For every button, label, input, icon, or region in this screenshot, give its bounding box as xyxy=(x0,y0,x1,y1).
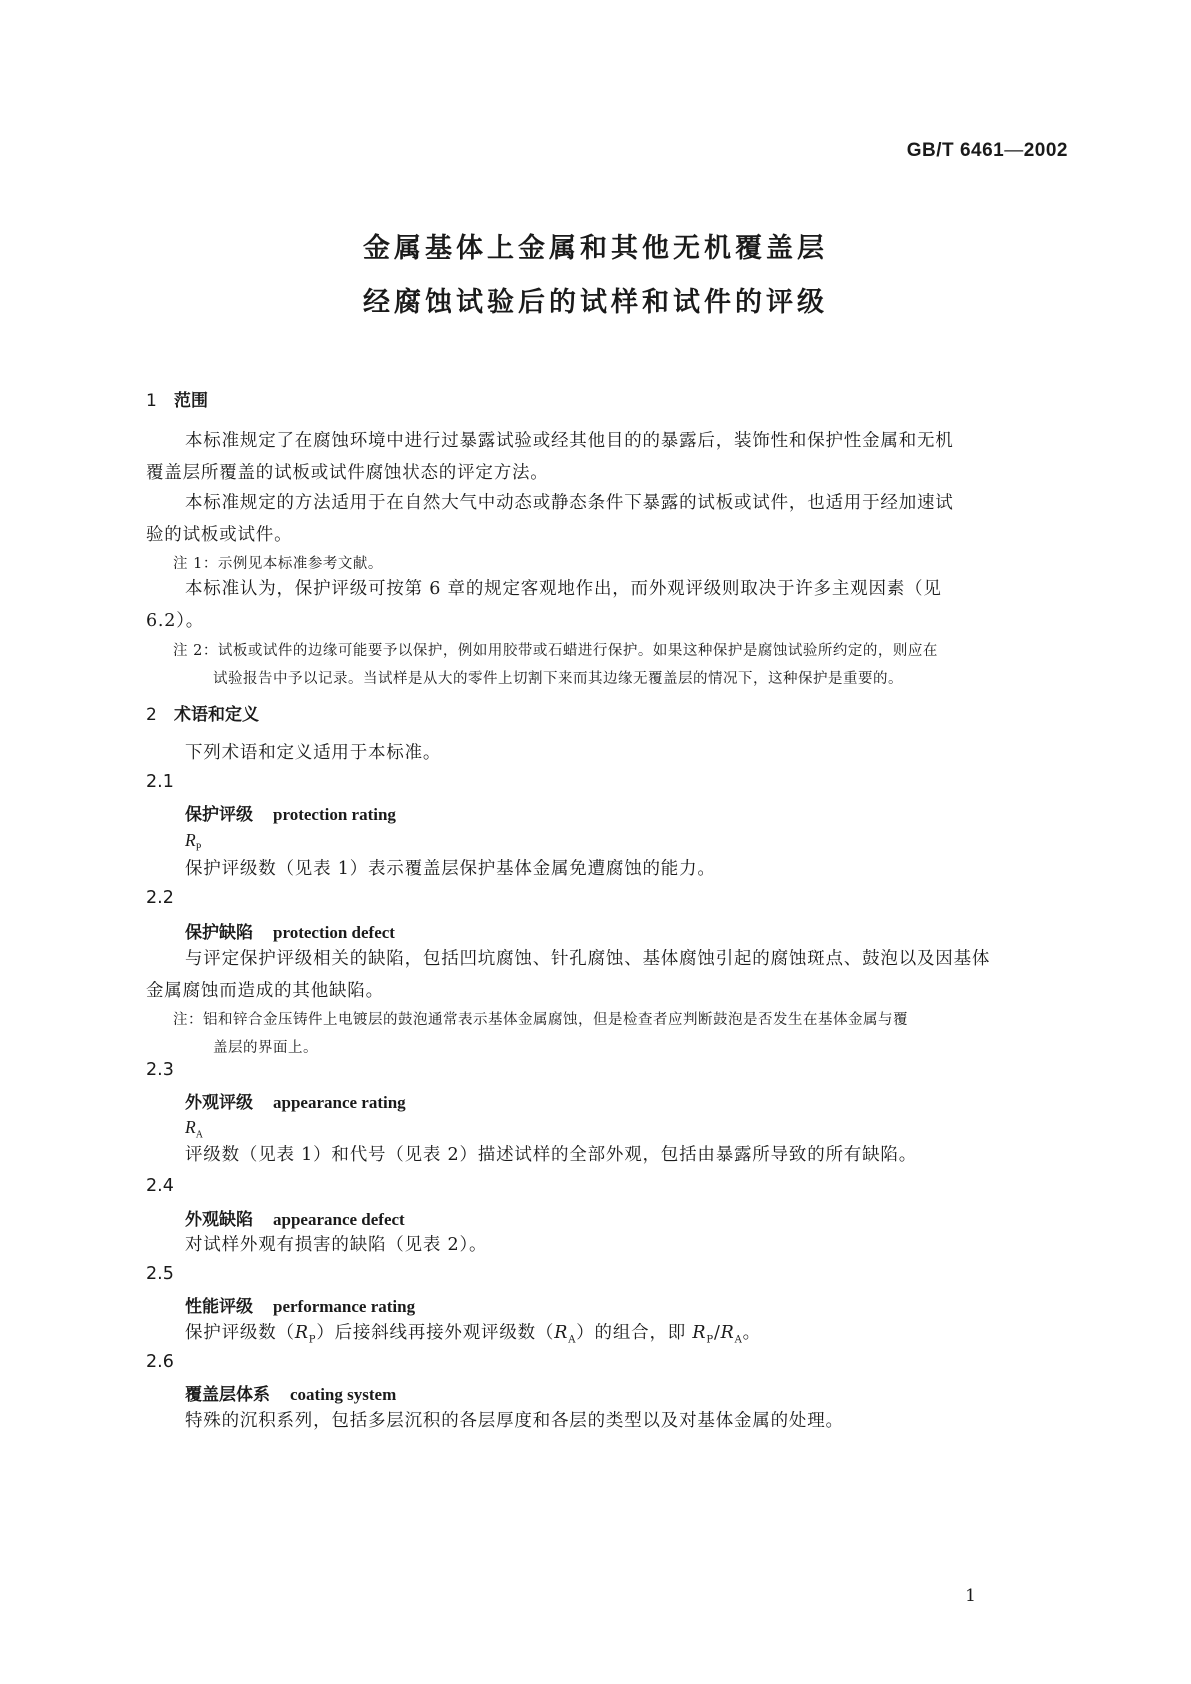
document-title-line-2: 经腐蚀试验后的试样和试件的评级 xyxy=(363,287,828,318)
term-heading xyxy=(185,1292,415,1317)
ra-symbol xyxy=(554,1323,577,1346)
scope-paragraph-1-line-1: 本标准规定了在腐蚀环境中进行过暴露试验或经其他目的的暴露后，装饰性和保护性金属和无机 xyxy=(185,431,954,451)
standard-code-separator: — xyxy=(1004,140,1024,161)
term-definition-line-1: 与评定保护评级相关的缺陷，包括凹坑腐蚀、针孔腐蚀、基体腐蚀引起的腐蚀斑点、鼓泡以及因基体 xyxy=(185,949,991,969)
term-symbol xyxy=(185,1117,203,1141)
section-1-title: 范围 xyxy=(174,391,208,411)
term-definition: 评级数（见表 1）和代号（见表 2）描述试样的全部外观，包括由暴露所导致的所有缺陷。 xyxy=(185,1145,917,1165)
document-title-line-1: 金属基体上金属和其他无机覆盖层 xyxy=(363,233,828,264)
symbol-letter: R xyxy=(692,1323,707,1343)
term-definition-line-2: 金属腐蚀而造成的其他缺陷。 xyxy=(146,981,384,1001)
symbol-subscript: P xyxy=(308,1334,317,1346)
symbol-letter: R xyxy=(294,1323,309,1343)
term-heading xyxy=(185,918,395,943)
term-chinese: 外观评级 xyxy=(185,1093,253,1113)
symbol-subscript: A xyxy=(568,1334,577,1346)
scope-paragraph-3-line-1: 本标准认为，保护评级可按第 6 章的规定客观地作出，而外观评级则取决于许多主观因素（见 xyxy=(185,579,942,599)
term-chinese: 性能评级 xyxy=(185,1297,253,1317)
term-english: protection rating xyxy=(273,805,396,824)
term-english: coating system xyxy=(290,1385,397,1404)
scope-paragraph-2-line-2: 验的试板或试件。 xyxy=(146,525,293,545)
term-symbol xyxy=(185,830,201,854)
term-english: performance rating xyxy=(273,1297,416,1316)
term-english: protection defect xyxy=(273,923,395,942)
term-chinese: 保护缺陷 xyxy=(185,923,253,943)
symbol-letter: R xyxy=(185,830,196,850)
symbol-letter: R xyxy=(185,1117,196,1137)
terms-intro: 下列术语和定义适用于本标准。 xyxy=(185,743,442,763)
term-heading xyxy=(185,800,396,825)
term-number: 2.5 xyxy=(146,1264,174,1284)
symbol-subscript: A xyxy=(734,1334,743,1346)
symbol-subscript: P xyxy=(706,1334,714,1346)
term-note-line-2: 盖层的界面上。 xyxy=(213,1040,318,1056)
term-definition: 对试样外观有损害的缺陷（见表 2）。 xyxy=(185,1235,488,1255)
symbol-subscript: P xyxy=(195,842,202,854)
section-1-heading xyxy=(146,386,208,411)
scope-paragraph-3-line-2: 6.2）。 xyxy=(146,611,205,631)
term-number: 2.1 xyxy=(146,772,174,792)
term-definition xyxy=(185,1316,761,1358)
symbol-subscript: A xyxy=(195,1129,203,1141)
ra-symbol xyxy=(720,1323,743,1346)
term-chinese: 外观缺陷 xyxy=(185,1210,253,1230)
symbol-letter: R xyxy=(720,1323,735,1343)
scope-paragraph-1-line-2: 覆盖层所覆盖的试板或试件腐蚀状态的评定方法。 xyxy=(146,463,549,483)
standard-code-number: 6461 xyxy=(959,140,1005,161)
term-chinese: 覆盖层体系 xyxy=(185,1385,270,1405)
term-chinese: 保护评级 xyxy=(185,805,253,825)
term-note-line-1: 注：铝和锌合金压铸件上电镀层的鼓泡通常表示基体金属腐蚀，但是检查者应判断鼓泡是否发生在基体金属与覆 xyxy=(173,1012,908,1028)
definition-text: 保护评级数（ xyxy=(185,1323,295,1343)
term-number: 2.2 xyxy=(146,888,174,908)
section-2-number: 2 xyxy=(146,705,157,725)
rp-symbol xyxy=(692,1323,714,1346)
scope-note-2-line-2: 试验报告中予以记录。当试样是从大的零件上切割下来而其边缘无覆盖层的情况下，这种保护是重要的。 xyxy=(213,671,903,687)
term-definition: 特殊的沉积系列，包括多层沉积的各层厚度和各层的类型以及对基体金属的处理。 xyxy=(185,1411,844,1431)
term-definition: 保护评级数（见表 1）表示覆盖层保护基体金属免遭腐蚀的能力。 xyxy=(185,859,716,879)
term-number: 2.6 xyxy=(146,1352,174,1372)
term-number: 2.3 xyxy=(146,1060,174,1080)
page-number: 1 xyxy=(965,1586,976,1606)
term-heading xyxy=(185,1380,396,1405)
rp-symbol xyxy=(294,1323,317,1346)
symbol-letter: R xyxy=(554,1323,569,1343)
standard-code xyxy=(907,140,1068,162)
section-1-number: 1 xyxy=(146,391,157,411)
term-number: 2.4 xyxy=(146,1176,174,1196)
definition-text: 。 xyxy=(742,1323,761,1343)
term-heading xyxy=(185,1205,405,1230)
term-english: appearance rating xyxy=(273,1093,406,1112)
scope-paragraph-2-line-1: 本标准规定的方法适用于在自然大气中动态或静态条件下暴露的试板或试件，也适用于经加速试 xyxy=(185,493,954,513)
definition-text: ）的组合，即 xyxy=(576,1323,693,1343)
scope-note-1: 注 1：示例见本标准参考文献。 xyxy=(173,556,383,572)
definition-text: ）后接斜线再接外观评级数（ xyxy=(316,1323,555,1343)
term-english: appearance defect xyxy=(273,1210,405,1229)
scope-note-2-line-1: 注 2：试板或试件的边缘可能要予以保护，例如用胶带或石蜡进行保护。如果这种保护是腐蚀试验所约定的，则应在 xyxy=(173,643,938,659)
term-heading xyxy=(185,1088,406,1113)
slash: / xyxy=(713,1323,721,1343)
standard-code-prefix: GB/T xyxy=(906,140,955,161)
standard-code-year: 2002 xyxy=(1023,140,1068,161)
section-2-title: 术语和定义 xyxy=(174,705,259,725)
section-2-heading xyxy=(146,700,259,725)
